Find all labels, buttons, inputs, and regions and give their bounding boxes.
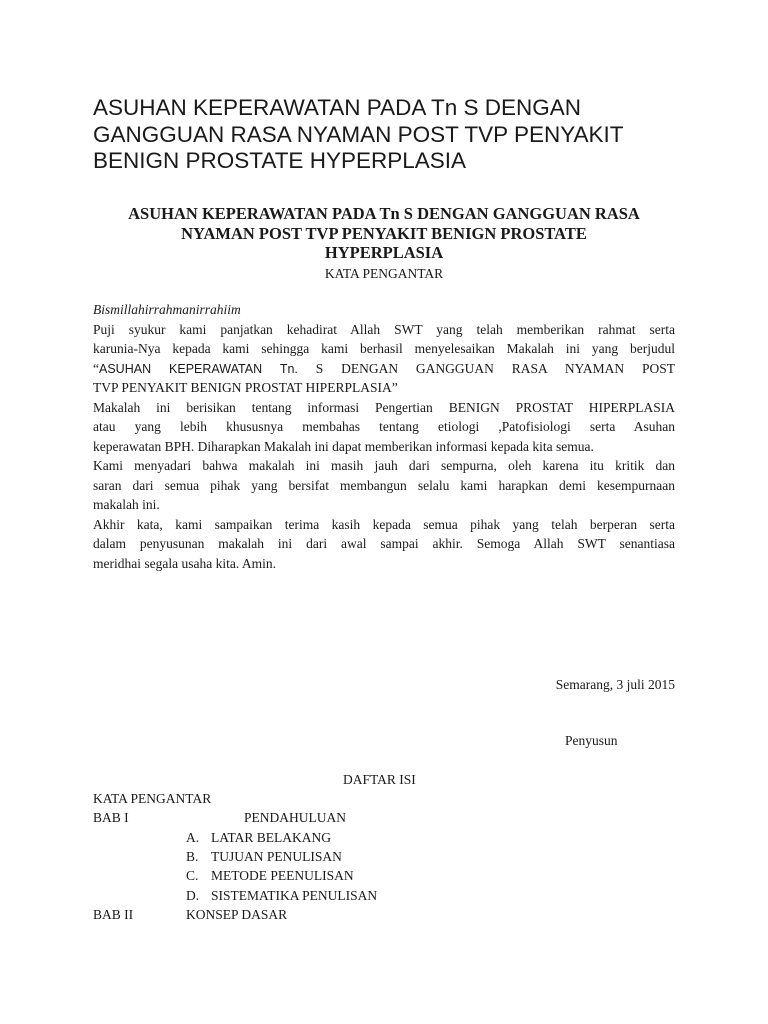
- paragraph-line: meridhai segala usaha kita. Amin.: [93, 555, 276, 571]
- toc-bab1-title: PENDAHULUAN: [244, 810, 346, 825]
- paragraph-line: saran dari semua pihak yang bersifat membangun selalu kami harapkan demi kesempurnaan: [93, 477, 675, 493]
- toc-bab1-item: METODE PEENULISAN: [211, 868, 354, 883]
- paragraph-line: dalam penyusunan makalah ini dari awal sampai akhir. Semoga Allah SWT senantiasa: [93, 536, 675, 551]
- toc-heading: DAFTAR ISI: [343, 772, 416, 787]
- main-title-line: GANGGUAN RASA NYAMAN POST TVP PENYAKIT: [93, 121, 624, 147]
- paragraph-2: [93, 398, 675, 457]
- main-title: [93, 95, 693, 175]
- toc-bab1-item: SISTEMATIKA PENULISAN: [211, 888, 378, 903]
- paragraph-line: Akhir kata, kami sampaikan terima kasih kepada semua pihak yang telah berperan serta: [93, 516, 675, 532]
- toc-bab2-title: KONSEP DASAR: [186, 907, 288, 922]
- toc-bab1-item-marker: C.: [186, 868, 199, 883]
- paragraph-line: Makalah ini berisikan tentang informasi Pengertian BENIGN PROSTAT HIPERPLASIA: [93, 399, 675, 415]
- sans-title-segment: ASUHAN KEPERAWATAN Tn.: [99, 361, 298, 376]
- toc-bab1-item-marker: D.: [186, 888, 200, 903]
- place-date: Semarang, 3 juli 2015: [555, 677, 675, 692]
- toc-bab2-label: BAB II: [93, 907, 134, 922]
- paragraph-line: keperawatan BPH. Diharapkan Makalah ini dapat memberikan informasi kepada kita semua.: [93, 438, 594, 454]
- paragraph-line: Puji syukur kami panjatkan kehadirat Allah SWT yang telah memberikan rahmat serta: [93, 321, 675, 337]
- main-title-line: ASUHAN KEPERAWATAN PADA Tn S DENGAN: [93, 95, 582, 120]
- toc-bab1-item: LATAR BELAKANG: [211, 830, 332, 845]
- sub-title-line: ASUHAN KEPERAWATAN PADA Tn S DENGAN GANGGUAN RASA: [128, 204, 640, 223]
- toc-bab1-item-marker: B.: [186, 849, 199, 864]
- paragraph-1: [93, 320, 675, 398]
- toc-entry-kata-pengantar: KATA PENGANTAR: [93, 791, 212, 806]
- main-title-line: BENIGN PROSTATE HYPERPLASIA: [93, 148, 467, 173]
- salutation: Bismillahirrahmanirrahiim: [93, 302, 241, 317]
- sub-title-line: HYPERPLASIA: [324, 243, 444, 262]
- paragraph-line: atau yang lebih khususnya membahas tentang etiologi ,Patofisiologi serta Asuhan: [93, 419, 675, 434]
- paragraph-line: makalah ini.: [93, 497, 160, 512]
- paragraph-3: [93, 456, 675, 515]
- sub-title-line: NYAMAN POST TVP PENYAKIT BENIGN PROSTATE: [181, 223, 587, 243]
- kata-pengantar-body: [93, 300, 675, 573]
- author-signature: Penyusun: [565, 733, 618, 748]
- toc-bab1-item: TUJUAN PENULISAN: [211, 849, 342, 864]
- paragraph-line: TVP PENYAKIT BENIGN PROSTAT HIPERPLASIA”: [93, 380, 398, 395]
- toc-bab1-label: BAB I: [93, 810, 129, 825]
- sub-title: [93, 204, 675, 263]
- paragraph-line: [93, 359, 675, 379]
- paragraph-4: [93, 515, 675, 574]
- toc-bab1-item-marker: A.: [186, 830, 200, 845]
- kata-pengantar-heading: KATA PENGANTAR: [324, 266, 444, 281]
- title-segment: S DENGAN GANGGUAN RASA NYAMAN POST: [297, 360, 675, 376]
- paragraph-line: Kami menyadari bahwa makalah ini masih jauh dari sempurna, oleh karena itu kritik dan: [93, 458, 675, 473]
- paragraph-line: karunia-Nya kepada kami sehingga kami berhasil menyelesaikan Makalah ini yang berjudul: [93, 341, 675, 356]
- quote-open: “: [93, 360, 99, 376]
